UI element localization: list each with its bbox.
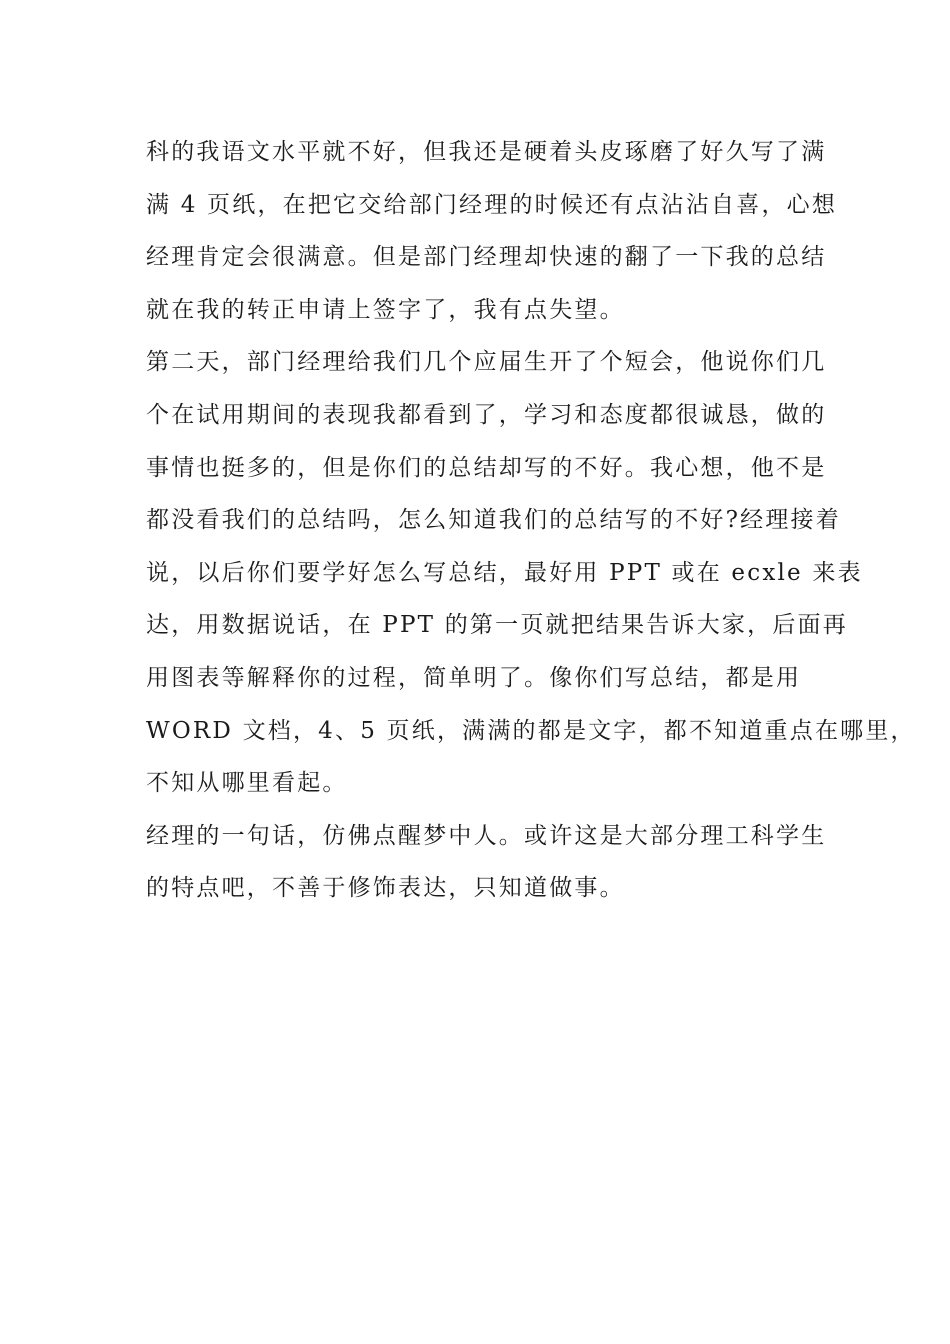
text-line: 经理肯定会很满意。但是部门经理却快速的翻了一下我的总结	[146, 244, 827, 271]
text-line: 用图表等解释你的过程，简单明了。像你们写总结，都是用	[146, 664, 802, 691]
text-line: 就在我的转正申请上签字了，我有点失望。	[146, 296, 625, 323]
text-line: 个在试用期间的表现我都看到了，学习和态度都很诚恳，做的	[146, 401, 827, 428]
text-line: 满 4 页纸，在把它交给部门经理的时候还有点沾沾自喜，心想	[146, 191, 838, 218]
text-line: 经理的一句话，仿佛点醒梦中人。或许这是大部分理工科学生	[146, 822, 827, 849]
text-line: 达，用数据说话，在 PPT 的第一页就把结果告诉大家，后面再	[146, 612, 848, 639]
text-line: 第二天，部门经理给我们几个应届生开了个短会，他说你们几	[146, 349, 827, 376]
text-line: 说，以后你们要学好怎么写总结，最好用 PPT 或在 ecxle 来表	[146, 559, 863, 586]
text-line: 都没看我们的总结吗，怎么知道我们的总结写的不好?经理接着	[146, 507, 841, 534]
body-text	[146, 126, 916, 915]
text-line: 不知从哪里看起。	[146, 770, 348, 797]
text-line: 的特点吧，不善于修饰表达，只知道做事。	[146, 875, 625, 902]
text-line: WORD 文档，4、5 页纸，满满的都是文字，都不知道重点在哪里，	[146, 717, 916, 744]
text-line: 事情也挺多的，但是你们的总结却写的不好。我心想，他不是	[146, 454, 827, 481]
text-line: 科的我语文水平就不好，但我还是硬着头皮琢磨了好久写了满	[146, 139, 827, 165]
